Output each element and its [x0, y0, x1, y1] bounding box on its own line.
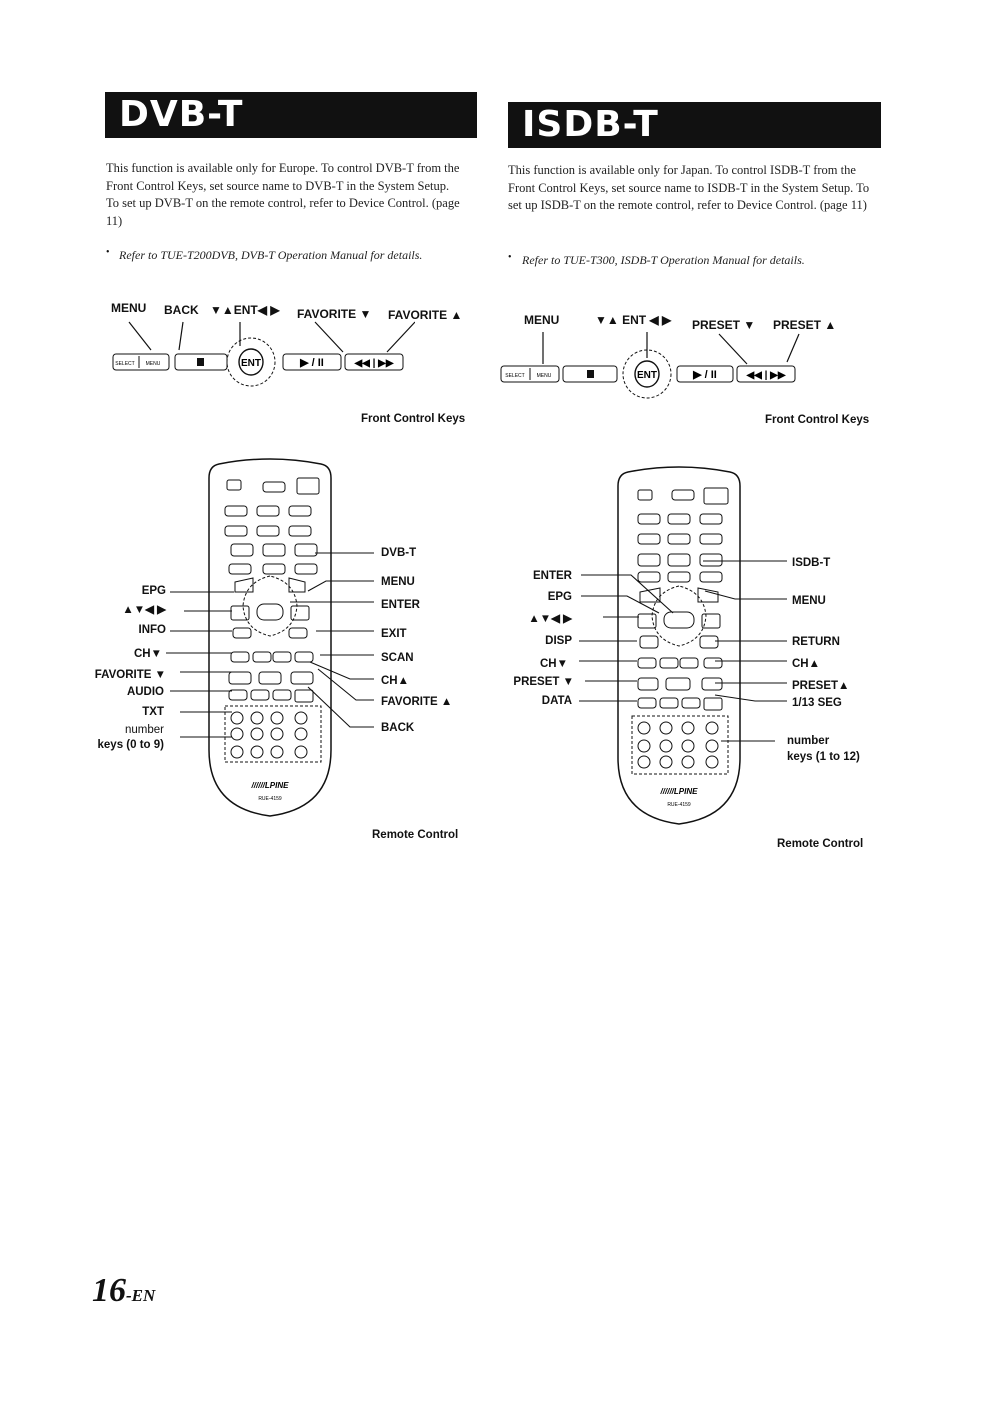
remote-label-ch-down: CH▼ — [540, 658, 568, 670]
remote-brand: //////LPINE — [660, 787, 698, 796]
fc-label-arrows-ent: ▼▲ENT◀ ▶ — [210, 303, 280, 317]
remote-label-epg: EPG — [547, 591, 572, 603]
dvbt-remote-caption: Remote Control — [372, 829, 459, 841]
bullet-icon: • — [106, 247, 110, 258]
remote-label-return: RETURN — [792, 636, 840, 648]
remote-label-ch-down: CH▼ — [134, 648, 162, 660]
remote-label-seg: 1/13 SEG — [792, 697, 842, 709]
remote-label-keys: keys (0 to 9) — [97, 739, 164, 751]
isdbt-remote-leaders — [575, 555, 790, 755]
remote-label-preset-down: PRESET ▼ — [513, 676, 574, 688]
remote-label-data: DATA — [541, 695, 572, 707]
remote-label-keys: keys (1 to 12) — [787, 751, 860, 763]
remote-label-preset-up: PRESET▲ — [792, 680, 850, 692]
key-menu: MENU — [145, 361, 161, 367]
dvbt-front-control-caption: Front Control Keys — [361, 413, 466, 425]
remote-label-txt: TXT — [142, 706, 164, 718]
remote-label-arrows: ▲▼◀ ▶ — [122, 604, 166, 616]
fc-label-menu: MENU — [524, 313, 560, 327]
remote-label-number: number — [125, 724, 164, 736]
page-number-value: 16 — [92, 1272, 126, 1309]
isdbt-intro: This function is available only for Japan. To control ISDB-T from the Front Control Keys, set source name to ISDB-T in the System Setup. To set up ISDB-T on the remote control, refer to Device Control. (page 11) — [508, 163, 870, 212]
isdbt-title: ISDB-T — [522, 104, 659, 145]
remote-label-isdbt: ISDB-T — [792, 557, 831, 569]
key-ent: ENT — [241, 358, 261, 369]
remote-label-exit: EXIT — [381, 628, 407, 640]
remote-label-info: INFO — [138, 624, 166, 636]
remote-label-scan: SCAN — [381, 652, 414, 664]
fc-label-arrows-ent: ▼▲ ENT ◀ ▶ — [595, 313, 672, 327]
bullet-icon: • — [508, 252, 512, 263]
remote-label-menu: MENU — [792, 595, 826, 607]
dvbt-remote-leaders — [160, 545, 385, 745]
isdbt-front-control-caption: Front Control Keys — [765, 414, 870, 426]
key-skip: ◀◀ | ▶▶ — [354, 358, 394, 369]
isdbt-note: Refer to TUE-T300, ISDB-T Operation Manual for details. — [522, 253, 805, 267]
key-select: SELECT — [505, 373, 525, 379]
key-play-pause: ▶ / II — [300, 357, 324, 369]
fc-label-menu: MENU — [111, 301, 147, 315]
remote-model: RUE-4159 — [258, 796, 282, 802]
dvbt-intro: This function is available only for Europe. To control DVB-T from the Front Control Keys, set source name to DVB-T in the System Setup. To set up DVB-T on the remote control, refer to Device Control. (page 11) — [106, 161, 460, 228]
remote-label-ch-up: CH▲ — [381, 675, 409, 687]
remote-label-enter: ENTER — [533, 570, 572, 582]
remote-label-ch-up: CH▲ — [792, 658, 820, 670]
fc-label-favorite-down: FAVORITE ▼ — [297, 307, 372, 321]
key-play-pause: ▶ / II — [693, 369, 717, 381]
page-number — [92, 1272, 155, 1310]
remote-model: RUE-4159 — [667, 802, 691, 808]
fc-label-favorite-up: FAVORITE ▲ — [388, 308, 463, 322]
key-menu: MENU — [536, 373, 552, 379]
remote-label-menu: MENU — [381, 576, 415, 588]
key-ent: ENT — [637, 370, 657, 381]
remote-label-back: BACK — [381, 722, 415, 734]
remote-label-favorite-up: FAVORITE ▲ — [381, 696, 453, 708]
dvbt-title: DVB-T — [119, 94, 244, 135]
remote-brand: //////LPINE — [251, 781, 289, 790]
remote-label-arrows: ▲▼◀ ▶ — [528, 613, 572, 625]
remote-label-epg: EPG — [141, 585, 166, 597]
dvbt-banner — [105, 92, 477, 138]
fc-label-preset-down: PRESET ▼ — [692, 318, 756, 332]
remote-label-enter: ENTER — [381, 599, 420, 611]
page-number-suffix: -EN — [126, 1286, 156, 1305]
remote-label-audio: AUDIO — [126, 686, 164, 698]
remote-label-disp: DISP — [545, 635, 572, 647]
remote-label-favorite-down: FAVORITE ▼ — [94, 669, 166, 681]
isdbt-remote-caption: Remote Control — [777, 838, 864, 850]
isdbt-banner — [508, 102, 881, 148]
dvbt-front-control-keys — [105, 318, 415, 396]
remote-label-dvbt: DVB-T — [381, 547, 417, 559]
key-select: SELECT — [115, 361, 135, 367]
fc-label-back: BACK — [164, 303, 199, 317]
isdbt-front-control-keys — [497, 330, 807, 408]
remote-label-number: number — [787, 735, 830, 747]
key-skip: ◀◀ | ▶▶ — [746, 370, 786, 381]
fc-label-preset-up: PRESET ▲ — [773, 318, 837, 332]
dvbt-note: Refer to TUE-T200DVB, DVB-T Operation Manual for details. — [119, 248, 423, 262]
